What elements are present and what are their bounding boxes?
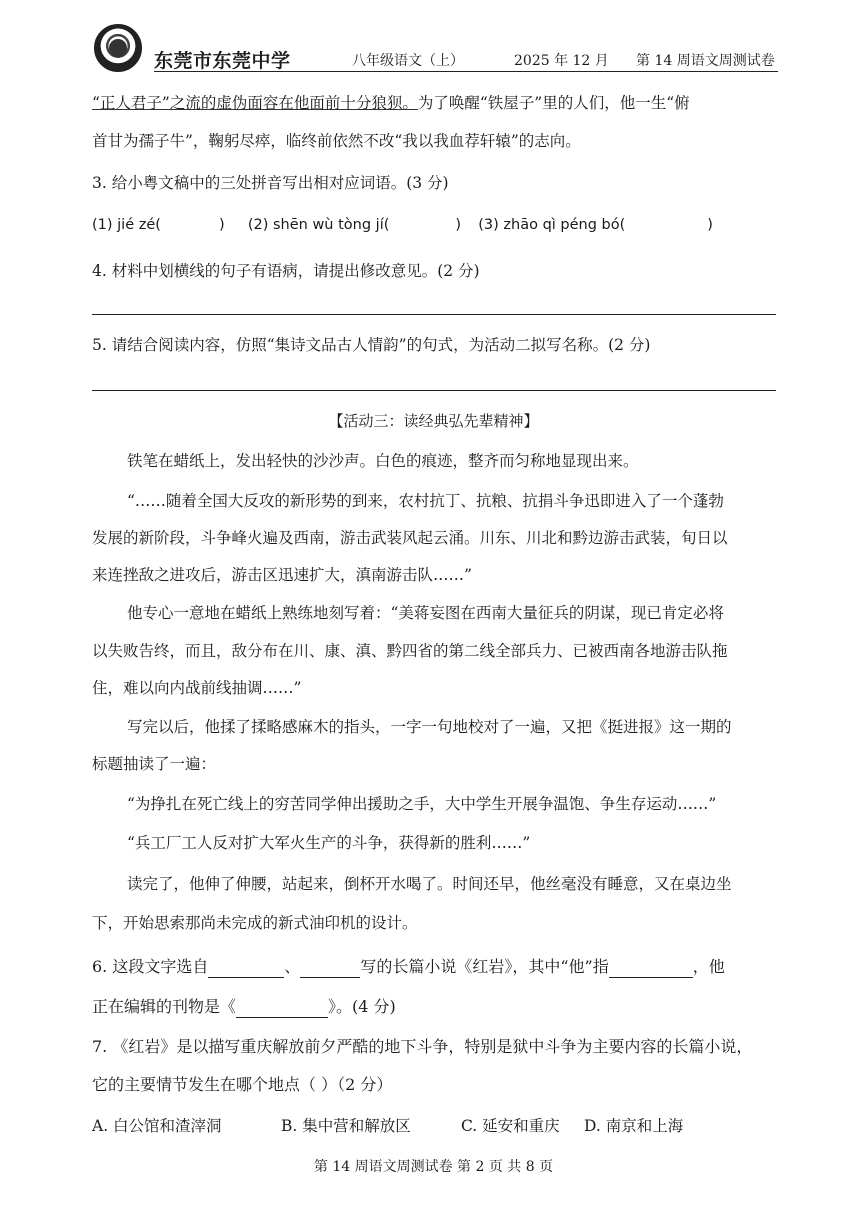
question-3-pinyin xyxy=(92,214,713,236)
question-3: 3. 给小粤文稿中的三处拼音写出相对应词语。(3 分) xyxy=(92,174,449,192)
school-logo-icon xyxy=(94,24,142,72)
passage-p2-l1: “……随着全国大反攻的新形势的到来，农村抗丁、抗粮、抗捐斗争迅即进入了一个蓬勃 xyxy=(127,492,724,510)
passage-p3-l3: 住，难以向内战前线抽调……” xyxy=(92,679,302,697)
answer-line-5[interactable] xyxy=(92,390,776,391)
intro-line-1 xyxy=(92,92,690,114)
passage-p5: “为挣扎在死亡线上的穷苦同学伸出援助之手，大中学生开展争温饱、争生存运动……” xyxy=(127,795,717,813)
q6-part3: ，他 xyxy=(692,957,725,976)
q6-sep: 、 xyxy=(284,957,301,976)
passage-p3-l1: 他专心一意地在蜡纸上熟练地刻写着：“美蒋妄图在西南大量征兵的阴谋，现已肯定必将 xyxy=(127,604,724,622)
underlined-sentence: “正人君子”之流的虚伪面容在他面前十分狼狈。 xyxy=(92,94,418,112)
answer-line-4[interactable] xyxy=(92,314,776,315)
passage-p1: 铁笔在蜡纸上，发出轻快的沙沙声。白色的痕迹，整齐而匀称地显现出来。 xyxy=(127,452,639,470)
question-7-line-1: 7. 《红岩》是以描写重庆解放前夕严酷的地下斗争，特别是狱中斗争为主要内容的长篇小说， xyxy=(92,1037,753,1056)
passage-p2-l2: 发展的新阶段，斗争峰火遍及西南，游击武装风起云涌。川东、川北和黔边游击武装，旬日以 xyxy=(92,529,728,547)
q6-line2-b: 》。(4 分) xyxy=(328,997,396,1016)
option-c[interactable]: C. 延安和重庆 xyxy=(461,1117,560,1135)
date-label: 2025 年 12 月 xyxy=(514,53,609,69)
pinyin-2-close: ) xyxy=(455,217,462,233)
question-6-line-1 xyxy=(92,956,725,978)
intro-line-2: 首甘为孺子牛”，鞠躬尽瘁，临终前依然不改“我以我血荐轩辕”的志向。 xyxy=(92,132,581,150)
q6-blank-era[interactable] xyxy=(208,959,284,978)
q6-part2: 写的长篇小说《红岩》，其中“他”指 xyxy=(360,957,609,976)
pinyin-3-close: ) xyxy=(707,217,713,233)
passage-p3-l2: 以失败告终，而且，敌分布在川、康、滇、黔四省的第二线全部兵力、已被西南各地游击队拖 xyxy=(92,642,728,660)
option-a[interactable]: A. 白公馆和渣滓洞 xyxy=(92,1117,222,1135)
pinyin-3-label: (3) zhāo qì péng bó( xyxy=(478,217,626,233)
option-d[interactable]: D. 南京和上海 xyxy=(584,1117,684,1135)
grade-label: 八年级语文（上） xyxy=(352,53,464,69)
option-b[interactable]: B. 集中营和解放区 xyxy=(281,1117,411,1135)
pinyin-1-close: ) xyxy=(218,217,225,233)
q6-line2-a: 正在编辑的刊物是《 xyxy=(92,997,237,1016)
question-4: 4. 材料中划横线的句子有语病，请提出修改意见。(2 分) xyxy=(92,262,480,280)
activity-3-title: 【活动三：读经典弘先辈精神】 xyxy=(328,412,539,430)
q6-blank-person[interactable] xyxy=(609,959,693,978)
school-name: 东莞市东莞中学 xyxy=(154,50,291,72)
page-header xyxy=(88,22,788,78)
pinyin-2-label: (2) shēn wù tòng jí( xyxy=(247,217,390,233)
intro-line-1-rest: 为了唤醒“铁屋子”里的人们，他一生“俯 xyxy=(417,94,690,112)
passage-p4-l2: 标题抽读了一遍： xyxy=(92,755,217,773)
passage-p2-l3: 来连挫敌之进攻后，游击区迅速扩大，滇南游击队……” xyxy=(92,566,472,584)
question-6-line-2 xyxy=(92,996,396,1018)
passage-p7-l2: 下，开始思索那尚未完成的新式油印机的设计。 xyxy=(92,914,418,932)
passage-p4-l1: 写完以后，他揉了揉略感麻木的指头，一字一句地校对了一遍，又把《挺进报》这一期的 xyxy=(127,718,732,736)
test-title: 第 14 周语文周测试卷 xyxy=(636,53,775,69)
passage-p6: “兵工厂工人反对扩大军火生产的斗争，获得新的胜利……” xyxy=(127,834,531,852)
question-5: 5. 请结合阅读内容，仿照“集诗文品古人情韵”的句式，为活动二拟写名称。(2 分) xyxy=(92,336,651,354)
page-footer: 第 14 周语文周测试卷 第 2 页 共 8 页 xyxy=(313,1159,554,1175)
header-rule xyxy=(154,71,778,72)
q6-part1: 6. 这段文字选自 xyxy=(92,957,209,976)
question-7-line-2: 它的主要情节发生在哪个地点（ ）（2 分） xyxy=(92,1075,393,1094)
q6-blank-author[interactable] xyxy=(300,959,360,978)
pinyin-1-label: (1) jié zé( xyxy=(92,217,161,233)
q6-blank-journal[interactable] xyxy=(236,999,328,1018)
passage-p7-l1: 读完了，他伸了伸腰，站起来，倒杯开水喝了。时间还早，他丝毫没有睡意，又在桌边坐 xyxy=(127,875,732,893)
